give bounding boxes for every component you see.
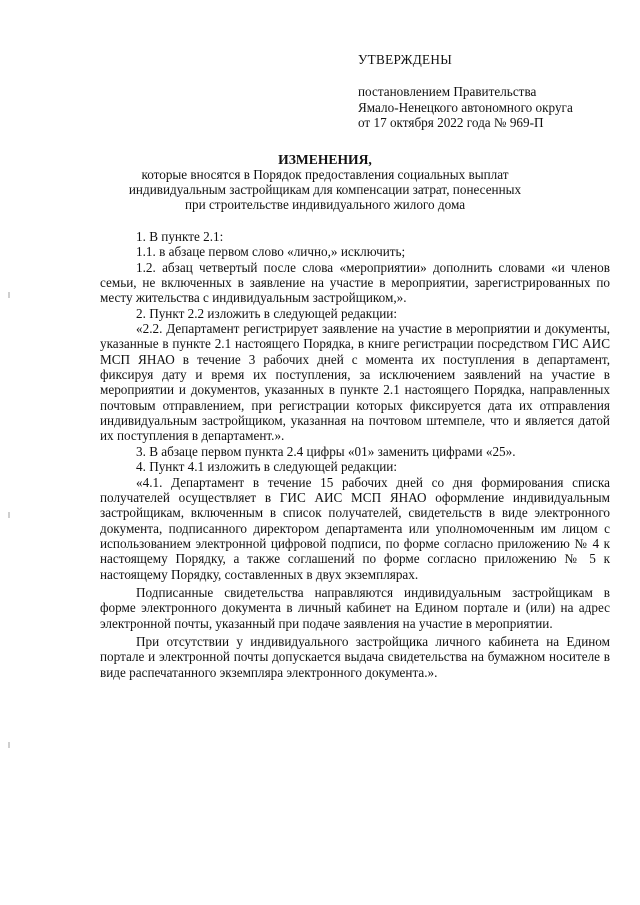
title-subline: индивидуальным застройщикам для компенсации затрат, понесенных — [128, 182, 522, 197]
paragraph-paper-issue: При отсутствии у индивидуального застройщика личного кабинета на Едином портале и электронной почты допускается выдача свидетельства на бумажном носителе в виде распечатанного экземпляра электронного документа.». — [100, 633, 610, 680]
document-title: ИЗМЕНЕНИЯ, — [278, 152, 372, 167]
title-subline: которые вносятся в Порядок предоставления социальных выплат — [141, 167, 509, 182]
paragraph-item-4-1-text: «4.1. Департамент в течение 15 рабочих дней со дня формирования списка получателей осуществляет в ГИС АИС МСП ЯНАО оформление индивидуальным застройщикам, включенным в список получателей, свидетельств в виде электронного документа, подписанного директором департамента или уполномоченным им лицом с использованием электронной цифровой подписи, по форме согласно приложению № 4 к настоящему Порядку, а также соглашений по форме согласно приложению № 5 к настоящему Порядку, составленных в двух экземплярах. — [100, 474, 610, 582]
paragraph-item-2-2-text: «2.2. Департамент регистрирует заявление на участие в мероприятии и документы, указанные в пункте 2.1 настоящего Порядка, в книге регистрации посредством ГИС АИС МСП ЯНАО в течение 3 рабочих дней с момента их поступления в департамент, фиксируя дату и время их поступления, за исключением заявлений на участие в мероприятии и документов, указанных в пункте 2.1 настоящего Порядка, направленных почтовым отправлением, при регистрации которых фиксируется дата их отправления индивидуальным застройщиком, указанная на почтовом штемпеле, что и является датой их поступления в департамент.». — [100, 321, 610, 444]
title-subline: при строительстве индивидуального жилого дома — [184, 197, 466, 212]
paragraph-item-1-1: 1.1. в абзаце первом слово «лично,» исключить; — [136, 244, 406, 260]
paragraph-signed-certificates: Подписанные свидетельства направляются индивидуальным застройщикам в форме электронного документа в личный кабинет на Едином портале и (или) на адрес электронной почты, указанный при подаче заявления на участие в мероприятии. — [100, 584, 610, 631]
approval-line: постановлением Правительства — [358, 84, 537, 100]
scan-mark — [8, 742, 10, 748]
paragraph-item-3: 3. В абзаце первом пункта 2.4 цифры «01» заменить цифрами «25». — [136, 443, 516, 459]
approval-heading: УТВЕРЖДЕНЫ — [358, 52, 453, 67]
paragraph-item-1: 1. В пункте 2.1: — [136, 229, 224, 244]
scan-mark — [8, 292, 10, 298]
paragraph-item-2: 2. Пункт 2.2 изложить в следующей редакции: — [136, 305, 398, 321]
approval-line: Ямало-Ненецкого автономного округа — [358, 99, 573, 115]
document-body — [100, 229, 610, 680]
approval-stamp — [358, 52, 573, 131]
paragraph-item-1-2: 1.2. абзац четвертый после слова «мероприятии» дополнить словами «и членов семьи, не включенных в заявление на участие в мероприятии, зарегистрированных по месту жительства с индивидуальным застройщиком,». — [100, 259, 610, 306]
scan-mark — [8, 512, 10, 518]
approval-line: от 17 октября 2022 года № 969-П — [358, 115, 544, 131]
document-title-block — [60, 152, 590, 212]
paragraph-item-4: 4. Пункт 4.1 изложить в следующей редакции: — [136, 459, 398, 475]
